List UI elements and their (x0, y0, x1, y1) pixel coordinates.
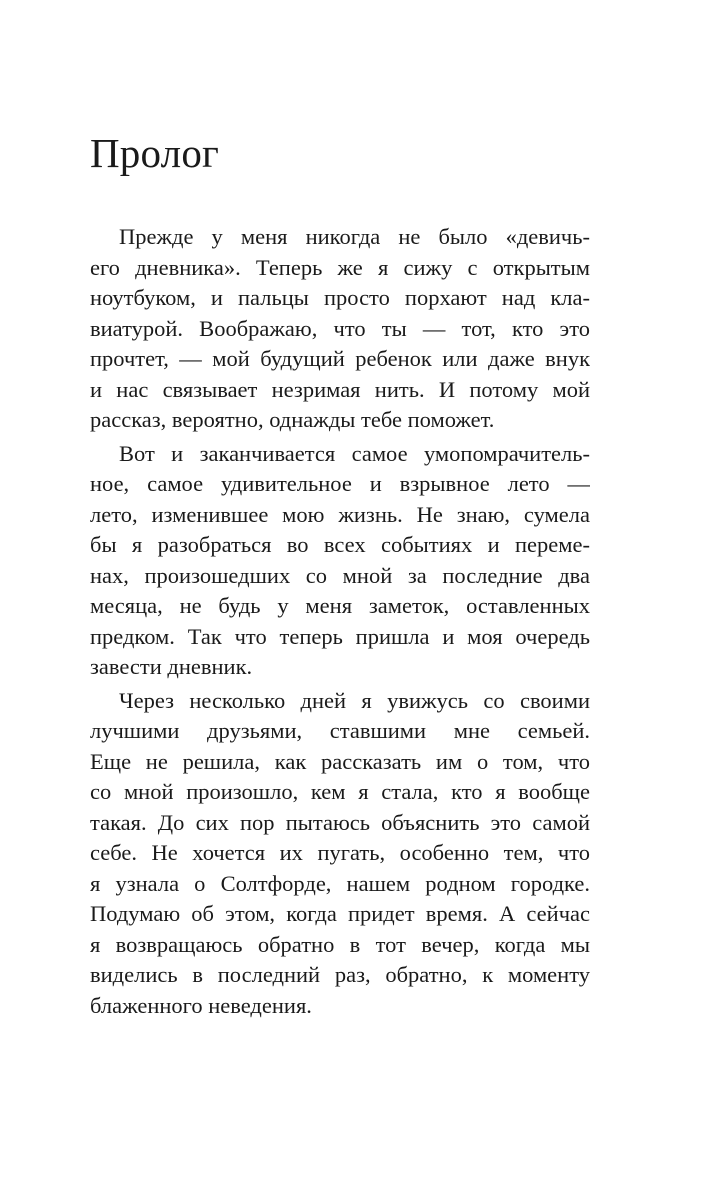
text-line: Еще не решила, как рассказать им о том, что (90, 748, 590, 774)
text-line: рассказ, вероятно, однажды тебе поможет. (90, 407, 495, 432)
paragraph-2 (90, 439, 590, 683)
chapter-body (90, 222, 590, 1024)
text-line: я возвращаюсь обратно в тот вечер, когда мы (90, 931, 590, 957)
text-line: завести дневник. (90, 654, 253, 679)
text-line: лучшими друзьями, ставшими мне семьей. (90, 718, 590, 743)
text-line: со мной произошло, кем я стала, кто я вообще (90, 779, 590, 804)
text-line: и нас связывает незримая нить. И потому мой (90, 376, 590, 402)
chapter-title: Пролог (90, 130, 220, 176)
text-line: его дневника». Теперь же я сижу с открытым (90, 254, 590, 280)
text-line: предком. Так что теперь пришла и моя очередь (90, 623, 590, 649)
text-line: нах, произошедших со мной за последние два (90, 562, 590, 588)
paragraph-1 (90, 222, 590, 436)
text-line: виделись в последний раз, обратно, к моменту (90, 962, 590, 987)
text-line: виатурой. Воображаю, что ты — тот, кто это (90, 315, 590, 341)
text-line: Прежде у меня никогда не было «девичь- (119, 224, 590, 249)
text-line: блаженного неведения. (90, 992, 312, 1018)
text-line: я узнала о Солтфорде, нашем родном городке. (90, 870, 590, 896)
text-line: Вот и заканчивается самое умопомрачитель- (119, 440, 590, 466)
text-line: ноутбуком, и пальцы просто порхают над кла- (90, 285, 590, 310)
text-line: ное, самое удивительное и взрывное лето — (90, 471, 590, 496)
text-line: Подумаю об этом, когда придет время. А сейчас (90, 901, 590, 926)
text-line: Через несколько дней я увижусь со своими (119, 687, 590, 713)
text-line: такая. До сих пор пытаюсь объяснить это самой (90, 809, 590, 835)
text-line: себе. Не хочется их пугать, особенно тем, что (90, 840, 590, 865)
text-line: бы я разобраться во всех событиях и переме- (90, 532, 590, 557)
text-line: месяца, не будь у меня заметок, оставленных (90, 593, 590, 618)
text-line: лето, изменившее мою жизнь. Не знаю, сумела (90, 501, 590, 527)
paragraph-3 (90, 686, 590, 1022)
text-line: прочтет, — мой будущий ребенок или даже внук (90, 346, 590, 371)
